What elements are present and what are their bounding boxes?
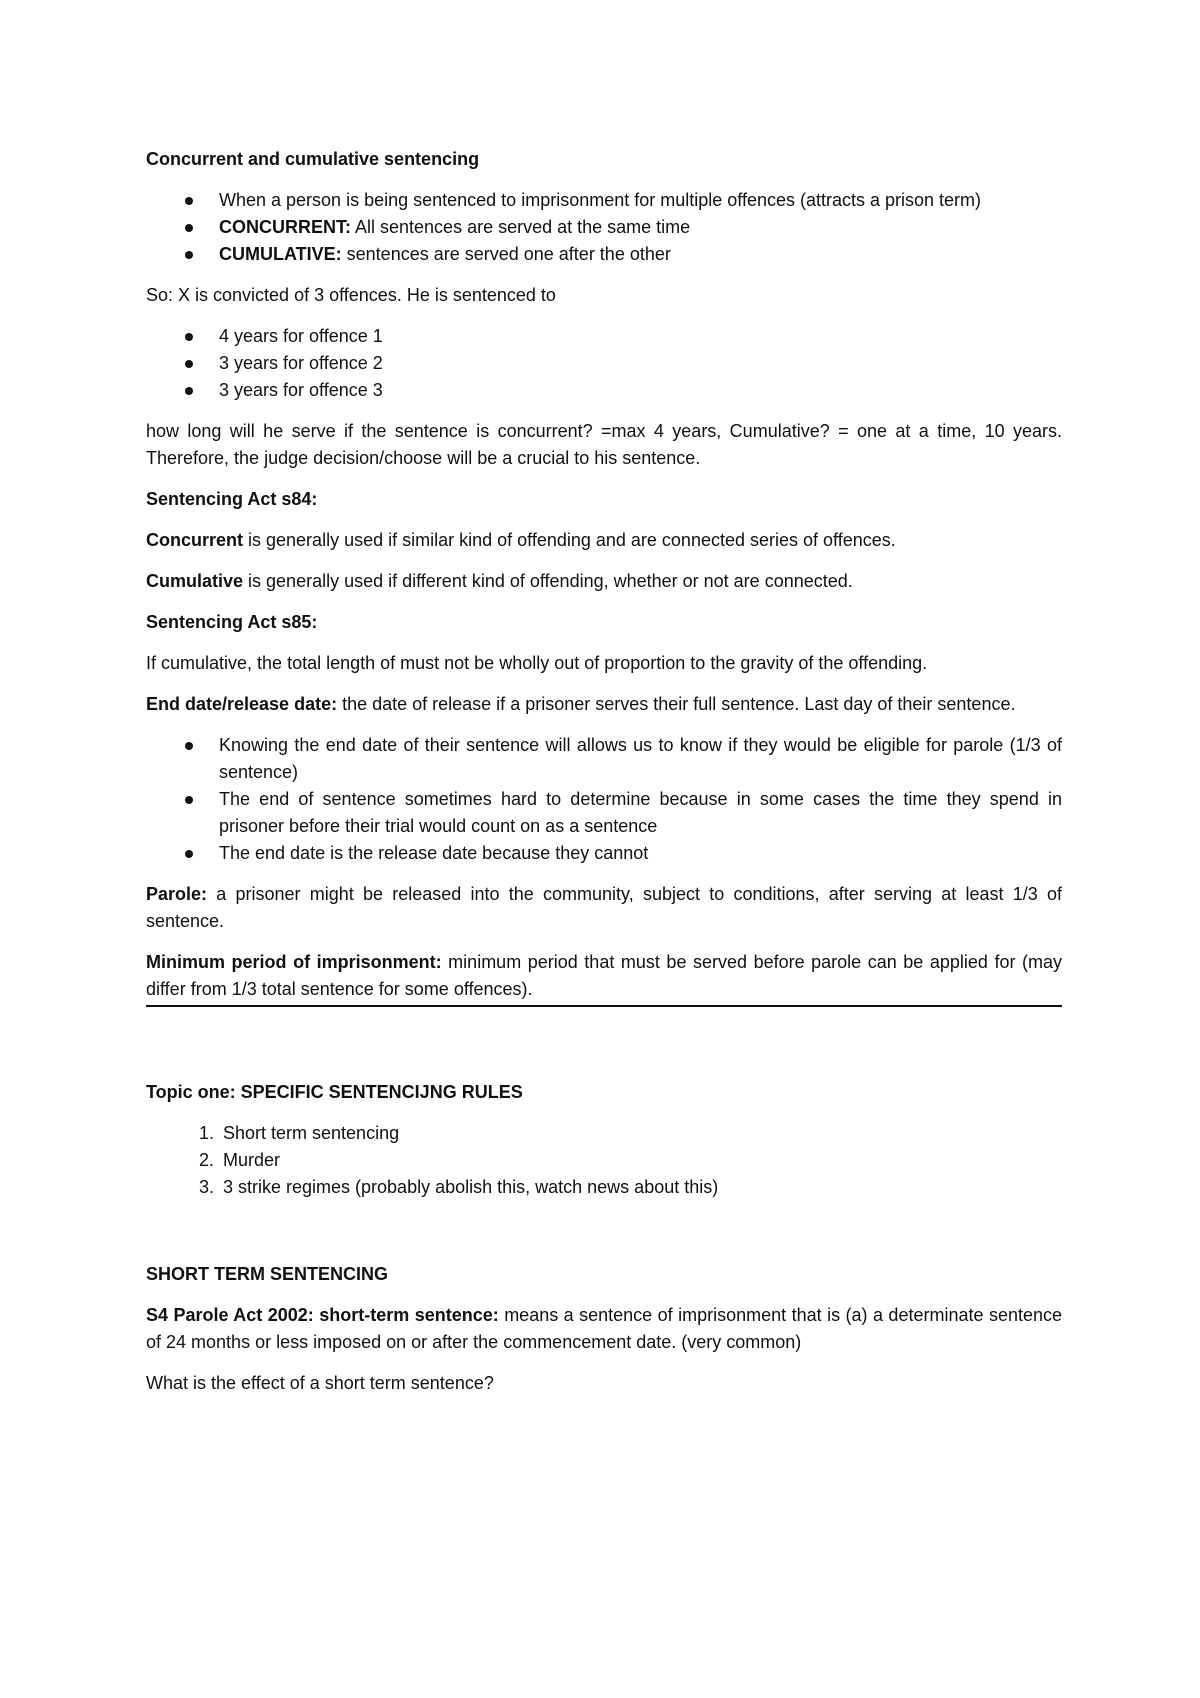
section-heading-s84: Sentencing Act s84: bbox=[146, 489, 318, 509]
section-heading-s85: Sentencing Act s85: bbox=[146, 612, 318, 632]
list-item: 2. Murder bbox=[219, 1147, 1062, 1174]
list-item: 4 years for offence 1 bbox=[219, 323, 1062, 350]
list-item: 3 years for offence 2 bbox=[219, 350, 1062, 377]
list-item: 3. 3 strike regimes (probably abolish this, watch news about this) bbox=[219, 1174, 1062, 1201]
minimum-period-paragraph: Minimum period of imprisonment: minimum period that must be served before parole can be applied for (may differ from 1/3 total sentence for some offences). bbox=[146, 949, 1062, 1007]
concurrent-paragraph: Concurrent is generally used if similar kind of offending and are connected series of offences. bbox=[146, 530, 896, 550]
list-item: 3 years for offence 3 bbox=[219, 377, 1062, 404]
example-question: how long will he serve if the sentence is concurrent? =max 4 years, Cumulative? = one at a time, 10 years. Therefore, the judge decision/choose will be a crucial to his sentence. bbox=[146, 421, 1062, 468]
short-term-question: What is the effect of a short term sentence? bbox=[146, 1373, 494, 1393]
short-term-heading: SHORT TERM SENTENCING bbox=[146, 1264, 389, 1284]
example-intro: So: X is convicted of 3 offences. He is sentenced to bbox=[146, 285, 556, 305]
short-term-definition: S4 Parole Act 2002: short-term sentence: means a sentence of imprisonment that is (a) a determinate sentence of 24 months or less imposed on or after the commencement date. (very common) bbox=[146, 1305, 1062, 1352]
topic-heading: Topic one: SPECIFIC SENTENCIJNG RULES bbox=[146, 1082, 523, 1102]
list-item: Knowing the end date of their sentence will allows us to know if they would be eligible for parole (1/3 of sentence) bbox=[219, 732, 1062, 786]
list-item: 1. Short term sentencing bbox=[219, 1120, 1062, 1147]
cumulative-paragraph: Cumulative is generally used if different kind of offending, whether or not are connected. bbox=[146, 571, 853, 591]
document-page bbox=[146, 146, 1062, 1411]
end-date-paragraph: End date/release date: the date of release if a prisoner serves their full sentence. Last day of their sentence. bbox=[146, 694, 1016, 714]
list-item: When a person is being sentenced to imprisonment for multiple offences (attracts a prison term) bbox=[219, 187, 1062, 214]
list-item: CONCURRENT: All sentences are served at the same time bbox=[219, 214, 1062, 241]
s85-paragraph: If cumulative, the total length of must not be wholly out of proportion to the gravity of the offending. bbox=[146, 653, 928, 673]
sentencing-bullet-list bbox=[146, 187, 1062, 268]
topic-numbered-list bbox=[146, 1120, 1062, 1201]
list-item: The end of sentence sometimes hard to determine because in some cases the time they spend in prisoner before their trial would count on as a sentence bbox=[219, 786, 1062, 840]
parole-paragraph: Parole: a prisoner might be released into the community, subject to conditions, after serving at least 1/3 of sentence. bbox=[146, 884, 1062, 931]
example-offence-list bbox=[146, 323, 1062, 404]
list-item: The end date is the release date because they cannot bbox=[219, 840, 1062, 867]
list-item: CUMULATIVE: sentences are served one after the other bbox=[219, 241, 1062, 268]
end-date-bullet-list bbox=[146, 732, 1062, 867]
section-heading-concurrent-cumulative: Concurrent and cumulative sentencing bbox=[146, 149, 480, 169]
